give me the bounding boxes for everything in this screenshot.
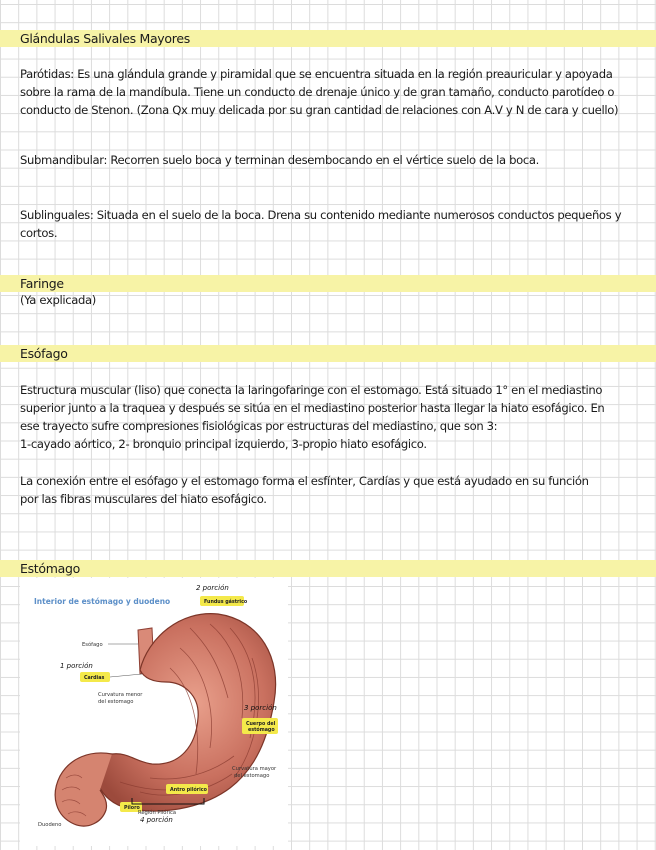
figure-title: Interior de estómago y duodeno: [34, 597, 171, 606]
label-piloro: Píloro: [124, 806, 140, 811]
paragraph-faringe: [20, 291, 626, 309]
highlight-bar: [0, 275, 656, 292]
annotation-4-porcion: 4 porción: [140, 816, 173, 824]
paragraph-parotidas: [20, 65, 626, 119]
paragraph-sublinguales: [20, 206, 626, 242]
paragraph-esofago-2: [20, 472, 626, 508]
text-line: ese trayecto sufre compresiones fisiológicas por estructuras del mediastino, que son 3:: [20, 419, 498, 433]
highlight-bar: [0, 345, 656, 362]
heading-faringe: Faringe: [20, 276, 64, 291]
label-esofago: Esófago: [82, 642, 103, 648]
annotation-2-porcion: 2 porción: [196, 584, 229, 592]
label-curvatura-mayor-2: del estomago: [234, 773, 270, 779]
text-line: cortos.: [20, 226, 58, 240]
text-line: Sublinguales: Situada en el suelo de la boca. Drena su contenido mediante numerosos conductos pequeños y: [20, 208, 622, 222]
label-curvatura-menor-2: del estomago: [98, 699, 134, 705]
paragraph-esofago-1: [20, 381, 626, 453]
label-fundus: Fundus gástrico: [204, 600, 248, 605]
heading-glandulas: Glándulas Salivales Mayores: [20, 31, 190, 46]
label-cardias: Cardias: [84, 676, 105, 681]
stomach-body-shape: [96, 614, 276, 811]
stomach-illustration: [20, 578, 288, 846]
stomach-diagram: [20, 578, 288, 846]
text-line: La conexión entre el esófago y el estomago forma el esfínter, Cardías y que está ayudado en su función: [20, 474, 589, 488]
annotation-1-porcion: 1 porción: [60, 662, 93, 670]
label-cuerpo-2: estómago: [248, 728, 275, 733]
highlight-bar: [0, 560, 656, 577]
text-line: por las fibras musculares del hiato esofágico.: [20, 492, 267, 506]
text-line: Estructura muscular (liso) que conecta la laringofaringe con el estomago. Está situado 1° en el mediastino: [20, 383, 603, 397]
label-cuerpo: Cuerpo del: [246, 722, 276, 727]
paragraph-submandibular: [20, 151, 626, 169]
label-curvatura-menor: Curvatura menor: [98, 692, 143, 698]
text-line: Submandibular: Recorren suelo boca y terminan desembocando en el vértice suelo de la boca.: [20, 153, 540, 167]
heading-esofago: Esófago: [20, 346, 68, 361]
text-line: 1-cayado aórtico, 2- bronquio principal izquierdo, 3-propio hiato esofágico.: [20, 437, 427, 451]
text-line: superior junto a la traquea y después se sitúa en el mediastino posterior hasta llegar la hiato esofágico. En: [20, 401, 605, 415]
text-line: (Ya explicada): [20, 293, 96, 307]
annotation-3-porcion: 3 porción: [244, 704, 277, 712]
label-antro: Antro pilórico: [170, 788, 207, 793]
heading-estomago: Estómago: [20, 561, 80, 576]
text-line: conducto de Stenon. (Zona Qx muy delicada por su gran cantidad de relaciones con A.V y N de cara y cuello): [20, 103, 619, 117]
text-line: Parótidas: Es una glándula grande y piramidal que se encuentra situada en la región preauricular y apoyada: [20, 67, 613, 81]
text-line: sobre la rama de la mandíbula. Tiene un conducto de drenaje único y de gran tamaño, conducto parotídeo o: [20, 85, 615, 99]
label-curvatura-mayor: Curvatura mayor: [232, 766, 277, 772]
label-duodeno: Duodeno: [38, 822, 62, 828]
label-region-pilorica: Región Pilórica: [138, 810, 177, 816]
